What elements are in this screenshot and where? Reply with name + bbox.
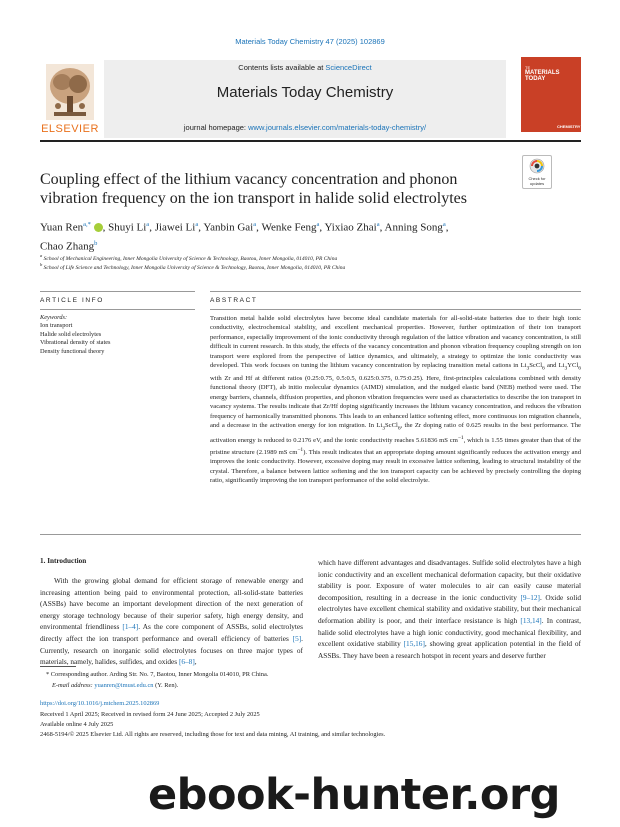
author-affiliation-mark[interactable]: a <box>316 221 320 228</box>
formula-part: ScCl <box>385 422 398 430</box>
formula-sub: 3 <box>564 365 568 372</box>
orcid-icon[interactable] <box>94 223 103 232</box>
affiliation-b <box>40 262 345 271</box>
formula-li3sccl6 <box>520 362 545 372</box>
affiliation-a <box>40 253 337 262</box>
author-name[interactable]: Yuan Ren <box>40 221 84 234</box>
citation-link[interactable]: [9–12] <box>520 592 540 602</box>
author-name[interactable]: Anning Song <box>384 221 443 234</box>
formula-part: ScCl <box>529 362 543 370</box>
divider <box>40 534 581 535</box>
author-affiliation-mark[interactable]: a <box>146 221 150 228</box>
body-text: which have different advantages and disadvantages. Sulfide solid electrolytes have a high ionic conductivity and an excellent mechanical deformation capacity, but their oxidative stability is poor. Exposure of water molecules to air can easily cause material decomposition, resulting in a decrease in the ionic conductivity <box>318 558 581 602</box>
unit-exponent: −1 <box>297 446 304 453</box>
author-affiliation-mark[interactable]: a <box>195 221 199 228</box>
author-affiliation-mark[interactable]: a <box>253 221 257 228</box>
abstract-part: and <box>544 362 559 370</box>
article-info-heading: ARTICLE INFO <box>40 297 104 304</box>
doi-link[interactable]: https://doi.org/10.1016/j.mtchem.2025.102869 <box>40 700 160 707</box>
body-column-left <box>40 575 303 668</box>
formula-sub: 3 <box>382 425 385 432</box>
unit-exponent: −1 <box>457 435 464 442</box>
contents-line <box>104 63 506 72</box>
formula-part: Li <box>558 362 565 370</box>
journal-homepage-link[interactable]: www.journals.elsevier.com/materials-today-chemistry/ <box>248 123 427 132</box>
section-heading-introduction: 1. Introduction <box>40 557 87 565</box>
email-note <box>52 682 178 689</box>
divider <box>210 291 581 292</box>
check-updates-icon <box>529 158 545 174</box>
abstract-part: , which is 1.55 times greater than that of the pristine structure (2.1989 mS cm <box>210 437 581 456</box>
divider <box>40 291 195 292</box>
contents-prefix: Contents lists available at <box>238 63 326 72</box>
received-dates: Received 1 April 2025; Received in revised form 24 June 2025; Accepted 2 July 2025 <box>40 711 260 718</box>
author-affiliation-mark[interactable]: a,* <box>83 221 91 228</box>
available-online-date: Available online 4 July 2025 <box>40 721 114 728</box>
elsevier-wordmark: ELSEVIER <box>41 123 99 135</box>
email-suffix: (Y. Ren). <box>153 682 179 689</box>
abstract-text <box>210 314 581 486</box>
affiliation-mark: b <box>40 262 43 267</box>
copyright-notice: 2468-5194/© 2025 Elsevier Ltd. All rights are reserved, including those for text and data mining, AI training, and similar technologies. <box>40 731 386 738</box>
keyword: Vibrational density of states <box>40 339 111 347</box>
citation-link[interactable]: [13,14] <box>520 615 542 625</box>
article-title: Coupling effect of the lithium vacancy concentration and phonon vibration frequency on the ion transport in halide solid electrolytes <box>40 171 467 207</box>
divider <box>210 309 581 310</box>
abstract-part: , the Zr doping ratio of 0.625 results in the best performance. The activation energy is reduced to 0.2176 eV, and the ionic conductivity reaches 5.61836 mS cm <box>210 422 581 445</box>
body-text: With the growing global demand for efficient storage of renewable energy and increasing attention being paid to environmental protection, all-solid-state batteries (ASSBs) have become an important development direction of the next generation of energy storage technology because of their superior safety, high energy density, and environmental friendliness <box>40 576 303 632</box>
footnote-rule <box>40 666 76 667</box>
affiliation-text: School of Mechanical Engineering, Inner Mongolia University of Science & Technology, Baotou, Inner Mongolia, 014010, PR China <box>43 255 338 262</box>
citation-link[interactable]: [6–8] <box>178 657 195 667</box>
formula-sub: 6 <box>578 365 581 372</box>
abstract-part: ). This result indicates that an appropriate doping amount significantly reduces the activation energy and improves the ionic conductivity. However, excessive doping may result in excessive lattice softening, leading to structural instability of the crystal. Therefore, a balance between lattice softening and the ion transport capacity can be achieved by precisely controlling the doping ratio, significantly improving the ion transport performance of the solid electrolyte. <box>210 448 581 485</box>
author-name[interactable]: Yanbin Gai <box>203 221 254 234</box>
formula-part: Li <box>520 362 527 370</box>
formula-sub: 6 <box>397 425 401 432</box>
abstract-part: with Zr and Hf at different ratios (0.25:0.75, 0.5:0.5, 0.625:0.375, 0.75:0.25). Here, first-principles calculations combined with density functional theory (DFT), ab initio molecular dynamics (AIMD) simulation, and the nudged elastic band (NEB) method were used. The energy barriers, channels, diffusion properties, and phonon vibration frequencies were used as characteristics to describe the ion transport in vacancy systems. The results indicate that Zr/Hf doping significantly increases the lithium vacancy concentration, and reduces the vibration frequency of harmonically transmitted phonons. This leads to an enhanced lattice softening effect, more continuous ion migration channels, and a decrease in the activation energy for ion migration. In <box>210 375 581 430</box>
keyword: Density functional theory <box>40 347 105 355</box>
homepage-line <box>104 123 506 132</box>
formula-sub: 6 <box>542 365 545 372</box>
author-name[interactable]: Yixiao Zhai <box>324 221 377 234</box>
citation-link[interactable]: [15,16] <box>403 639 425 649</box>
cover-line-3: CHEMISTRY <box>557 124 581 129</box>
watermark-text: ebook-hunter.org <box>148 770 560 820</box>
formula-part: Li <box>376 422 383 430</box>
author-name[interactable]: Shuyi Li <box>108 221 147 234</box>
author-name[interactable]: Wenke Feng <box>261 221 317 234</box>
keywords-list <box>40 322 195 356</box>
keyword: Halide solid electrolytes <box>40 330 102 338</box>
divider <box>40 309 195 310</box>
formula-li3ycl6 <box>558 362 581 372</box>
author-affiliation-mark[interactable]: b <box>94 239 98 247</box>
email-label: E-mail address: <box>52 682 95 689</box>
body-text: , showing great application potential in the field of ASSBs. They have been a research hotspot in recent years and deserve further <box>318 639 581 660</box>
elsevier-tree-logo <box>40 60 100 132</box>
author-affiliation-mark[interactable]: a <box>376 221 380 228</box>
keyword: Ion transport <box>40 322 73 329</box>
citation-link[interactable]: [5] <box>292 633 302 643</box>
abstract-part: Transition metal halide solid electrolytes have become ideal candidate materials for all-solid-state batteries due to their high ionic conductivity, electrochemical stability, and excellent mechanical properties. However, further optimization of their ion transport performance, especially improvement of the ionic conductivity through regulation of the lattice vibration and vacancy concentration, is still difficult in current research. In this study, the effects of the vacancy concentration and phonon vibration frequency coupling strength on ion transport were explored from the perspective of lattice dynamics, and ultimately, a strategy to optimize the ionic conductivity was developed. This work focuses on tuning the lithium vacancy concentration by replacing transition metal cations in <box>210 315 581 370</box>
abstract-heading: ABSTRACT <box>210 297 258 304</box>
header-rule <box>40 140 581 142</box>
email-link[interactable]: yuanren@imust.edu.cn <box>94 682 154 689</box>
formula-sub: 3 <box>526 365 530 372</box>
author-affiliation-mark[interactable]: a <box>442 221 446 228</box>
body-text: . In contrast, halide solid electrolytes have a high ionic conductivity, good mechanical flexibility, and excellent oxidative stability <box>318 615 581 649</box>
cover-line-2: MATERIALS TODAY <box>525 70 560 82</box>
affiliation-text: School of Life Science and Technology, Inner Mongolia University of Science & Technology, Baotou, Inner Mongolia, 014010, PR China <box>43 264 346 271</box>
journal-title: Materials Today Chemistry <box>216 84 394 101</box>
formula-part: YCl <box>567 362 579 370</box>
author-name[interactable]: Chao Zhang <box>40 240 95 253</box>
author-name[interactable]: Jiawei Li <box>154 221 196 234</box>
body-text: . As the core component of ASSBs, solid electrolytes directly affect the ion transport performance and overall efficiency of batteries <box>40 622 303 643</box>
body-text: , <box>194 657 197 667</box>
sciencedirect-link[interactable]: ScienceDirect <box>325 63 372 72</box>
cover-line-1: TE <box>525 65 531 70</box>
body-column-right <box>318 557 581 661</box>
corresponding-author-note: * Corresponding author. Arding Str. No. 7, Baotou, Inner Mongolia 014010, PR China. <box>46 671 269 678</box>
body-text: . Oxide solid electrolytes have excellent chemical stability and oxidative stability, but their mechanical deformation ability is poor, and their interface resistance is high <box>318 592 581 625</box>
formula-li3sccl6 <box>376 422 401 432</box>
journal-reference[interactable]: Materials Today Chemistry 47 (2025) 102869 <box>235 37 385 46</box>
check-updates-label: Check for updates <box>528 176 546 186</box>
affiliation-mark: a <box>40 253 43 258</box>
author-list: Yuan Ren$^{a,*}$ , Shuyi Li$^a$, Jiawei Li$^a$, Yanbin Gai$^a$, Wenke Feng$^a$, Yixiao Zhai$^a$, Anning Song$^a$, Chao Zhang$^b$ <box>40 221 449 253</box>
keywords-label: Keywords: <box>40 314 68 321</box>
citation-link[interactable]: [1–4] <box>122 622 139 632</box>
homepage-prefix: journal homepage: <box>183 123 249 132</box>
body-text: . Currently, research on inorganic solid electrolytes focuses on three major types of materials, namely, halides, sulfides, and oxides <box>40 633 303 667</box>
